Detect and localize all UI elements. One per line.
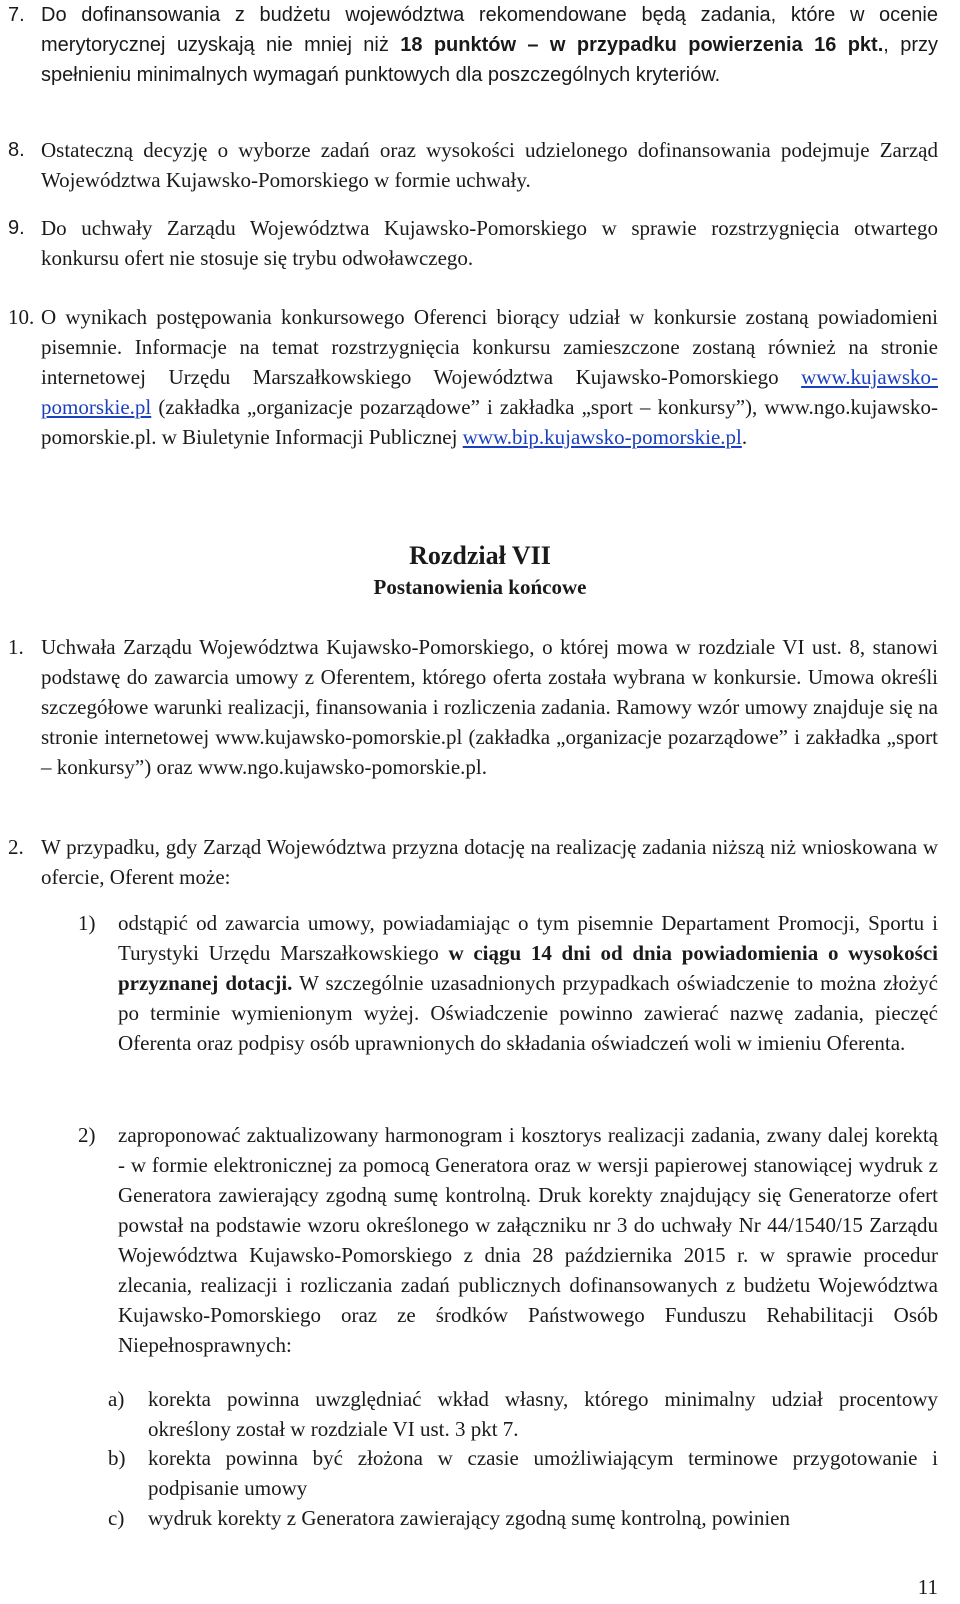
option-text-cont: W szczególnie uzasadnionych przypadkach oświadczenie to można złożyć po terminie wymienionym wyżej. Oświadczenie powinno zawierać nazwę zadania, pieczęć Oferenta oraz podpisy osób uprawnionych do składania oświadczeń woli w imieniu Oferenta. — [118, 971, 938, 1055]
letter-marker: a) — [108, 1387, 125, 1411]
item-number: 7. — [8, 4, 25, 26]
chapter-heading — [0, 540, 960, 602]
letter-item-c — [108, 1503, 938, 1533]
final-item-1 — [8, 632, 938, 782]
option-text: odstąpić od zawarcia umowy, powiadamiając o tym pisemnie Departament Promocji, Sportu i Turystyki Urzędu Marszałkowskiego — [118, 911, 938, 965]
item-number: 9. — [8, 217, 25, 239]
item-text-cont: , przy spełnieniu minimalnych wymagań punktowych dla poszczególnych kryteriów. — [41, 34, 938, 86]
letter-item-a — [108, 1384, 938, 1444]
item-10 — [8, 302, 938, 452]
item-text: O wynikach postępowania konkursowego Oferenci biorący udział w konkursie zostaną powiadomieni pisemnie. Informacje na temat rozstrzygnięcia konkursu zamieszczone zostaną również na stronie internetowej Urzędu Marszałkowskiego Województwa Kujawsko-Pomorskiego — [41, 305, 938, 389]
letter-item-b — [108, 1443, 938, 1503]
chapter-subtitle: Postanowienia końcowe — [373, 575, 587, 599]
option-2 — [78, 1120, 938, 1360]
item-text: Do dofinansowania z budżetu województwa rekomendowane będą zadania, które w ocenie merytorycznej uzyskają nie mniej niż — [41, 4, 938, 56]
item-number: 2. — [8, 835, 24, 859]
item-text: Uchwała Zarządu Województwa Kujawsko-Pomorskiego, o której mowa w rozdziale VI ust. 8, stanowi podstawę do zawarcia umowy z Oferentem, którego oferta została wybrana w konkursie. Umowa określi szczegółowe warunki realizacji, finansowania i rozliczenia zadania. Ramowy wzór umowy znajduje się na stronie internetowej www.kujawsko-pomorskie.pl (zakładka „organizacje pozarządowe” i zakładka „sport – konkursy”) oraz www.ngo.kujawsko-pomorskie.pl. — [41, 635, 938, 779]
option-text: zaproponować zaktualizowany harmonogram i kosztorys realizacji zadania, zwany dalej korektą - w formie elektronicznej za pomocą Generatora oraz w wersji papierowej stanowiącej wydruk z Generatora zawierający zgodną sumę kontrolną. Druk korekty znajdujący się Generatorze ofert powstał na podstawie wzoru określonego w załączniku nr 3 do uchwały Nr 44/1540/15 Zarządu Województwa Kujawsko-Pomorskiego z dnia 28 października 2015 r. w sprawie procedur zlecania, realizacji i rozliczania zadań publicznych dofinansowanych z budżetu Województwa Kujawsko-Pomorskiego oraz ze środków Państwowego Funduszu Rehabilitacji Osób Niepełnosprawnych: — [118, 1123, 938, 1357]
item-text: Do uchwały Zarządu Województwa Kujawsko-Pomorskiego w sprawie rozstrzygnięcia otwartego konkursu ofert nie stosuje się trybu odwoławczego. — [41, 216, 938, 270]
option-number: 2) — [78, 1123, 96, 1147]
website-link[interactable]: www.kujawsko-pomorskie.pl — [41, 365, 938, 419]
item-7 — [8, 0, 938, 90]
item-text: W przypadku, gdy Zarząd Województwa przyzna dotację na realizację zadania niższą niż wnioskowana w ofercie, Oferent może: — [41, 835, 938, 889]
final-item-2 — [8, 832, 938, 892]
item-text-cont: (zakładka „organizacje pozarządowe” i zakładka „sport – konkursy”), www.ngo.kujawsko-pomorskie.pl. w Biuletynie Informacji Publicznej — [41, 395, 938, 449]
letter-text: korekta powinna być złożona w czasie umożliwiającym terminowe przygotowanie i podpisanie umowy — [148, 1446, 938, 1500]
letter-text: wydruk korekty z Generatora zawierający zgodną sumę kontrolną, powinien — [148, 1506, 791, 1530]
page-number: 11 — [917, 1575, 938, 1599]
item-8 — [8, 135, 938, 195]
letter-marker: c) — [108, 1506, 125, 1530]
option-bold-text: w ciągu 14 dni od dnia powiadomienia o wysokości przyznanej dotacji. — [118, 941, 938, 995]
item-text-end: . — [741, 425, 748, 449]
item-number: 8. — [8, 139, 25, 161]
option-number: 1) — [78, 911, 96, 935]
letter-text: korekta powinna uwzględniać wkład własny, którego minimalny udział procentowy określony został w rozdziale VI ust. 3 pkt 7. — [148, 1387, 938, 1441]
letter-marker: b) — [108, 1446, 126, 1470]
bip-link[interactable]: www.bip.kujawsko-pomorskie.pl — [462, 425, 742, 449]
item-bold-text: 18 punktów – w przypadku powierzenia 16 pkt. — [400, 34, 884, 56]
item-number: 10. — [8, 305, 35, 329]
item-9 — [8, 213, 938, 273]
chapter-title: Rozdział VII — [409, 541, 551, 570]
option-1 — [78, 908, 938, 1058]
item-text: Ostateczną decyzję o wyborze zadań oraz wysokości udzielonego dofinansowania podejmuje Zarząd Województwa Kujawsko-Pomorskiego w formie uchwały. — [41, 138, 938, 192]
item-number: 1. — [8, 635, 24, 659]
